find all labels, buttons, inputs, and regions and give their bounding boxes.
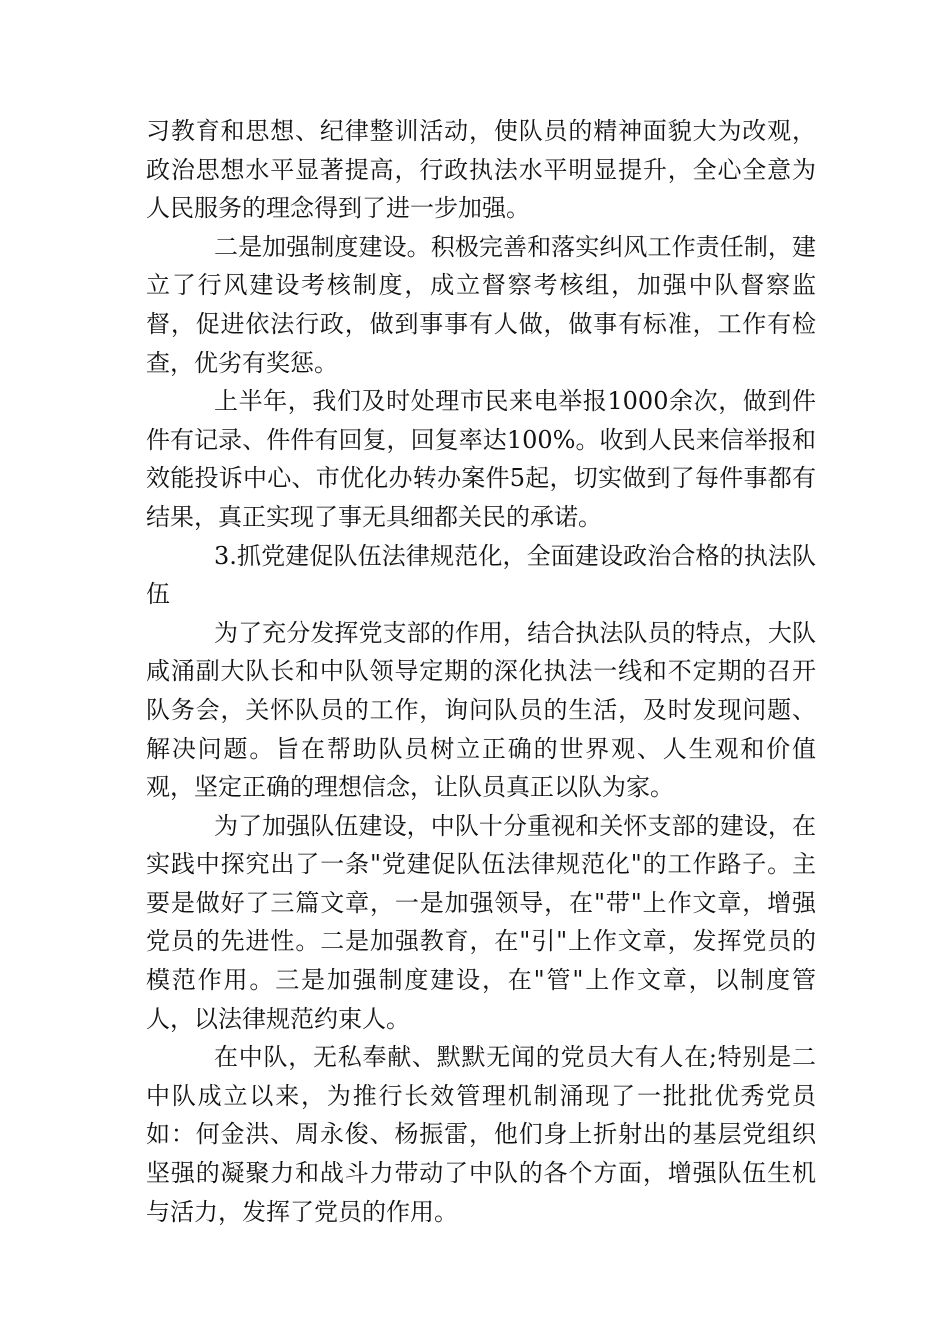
- document-body: [146, 112, 816, 1231]
- paragraph-6: 在中队，无私奉献、默默无闻的党员大有人在;特别是二中队成立以来，为推行长效管理机制涌现了一批批优秀党员如：何金洪、周永俊、杨振雷，他们身上折射出的基层党组织坚强的凝聚力和战斗力带动了中队的各个方面，增强队伍生机与活力，发挥了党员的作用。: [146, 1043, 816, 1226]
- paragraph-1: 习教育和思想、纪律整训活动，使队员的精神面貌大为改观，政治思想水平显著提高，行政执法水平明显提升，全心全意为人民服务的理念得到了进一步加强。: [146, 117, 816, 223]
- paragraph-4: 为了充分发挥党支部的作用，结合执法队员的特点，大队咸涌副大队长和中队领导定期的深化执法一线和不定期的召开队务会，关怀队员的工作，询问队员的生活，及时发现问题、解决问题。旨在帮助队员树立正确的世界观、人生观和价值观，坚定正确的理想信念，让队员真正以队为家。: [146, 618, 816, 802]
- paragraph-5: 为了加强队伍建设，中队十分重视和关怀支部的建设，在实践中探究出了一条"党建促队伍法律规范化"的工作路子。主要是做好了三篇文章，一是加强领导，在"带"上作文章，增强党员的先进性。二是加强教育，在"引"上作文章，发挥党员的模范作用。三是加强制度建设，在"管"上作文章，以制度管人，以法律规范约束人。: [146, 811, 816, 1033]
- paragraph-3: 上半年，我们及时处理市民来电举报1000余次，做到件件有记录、件件有回复，回复率达100%。收到人民来信举报和效能投诉中心、市优化办转办案件5起，切实做到了每件事都有结果，真正实现了事无具细都关民的承诺。: [146, 387, 816, 531]
- section-heading: 3.抓党建促队伍法律规范化，全面建设政治合格的执法队伍: [146, 541, 816, 609]
- paragraph-2: 二是加强制度建设。积极完善和落实纠风工作责任制，建立了行风建设考核制度，成立督察考核组，加强中队督察监督，促进依法行政，做到事事有人做，做事有标准，工作有检查，优劣有奖惩。: [146, 232, 816, 377]
